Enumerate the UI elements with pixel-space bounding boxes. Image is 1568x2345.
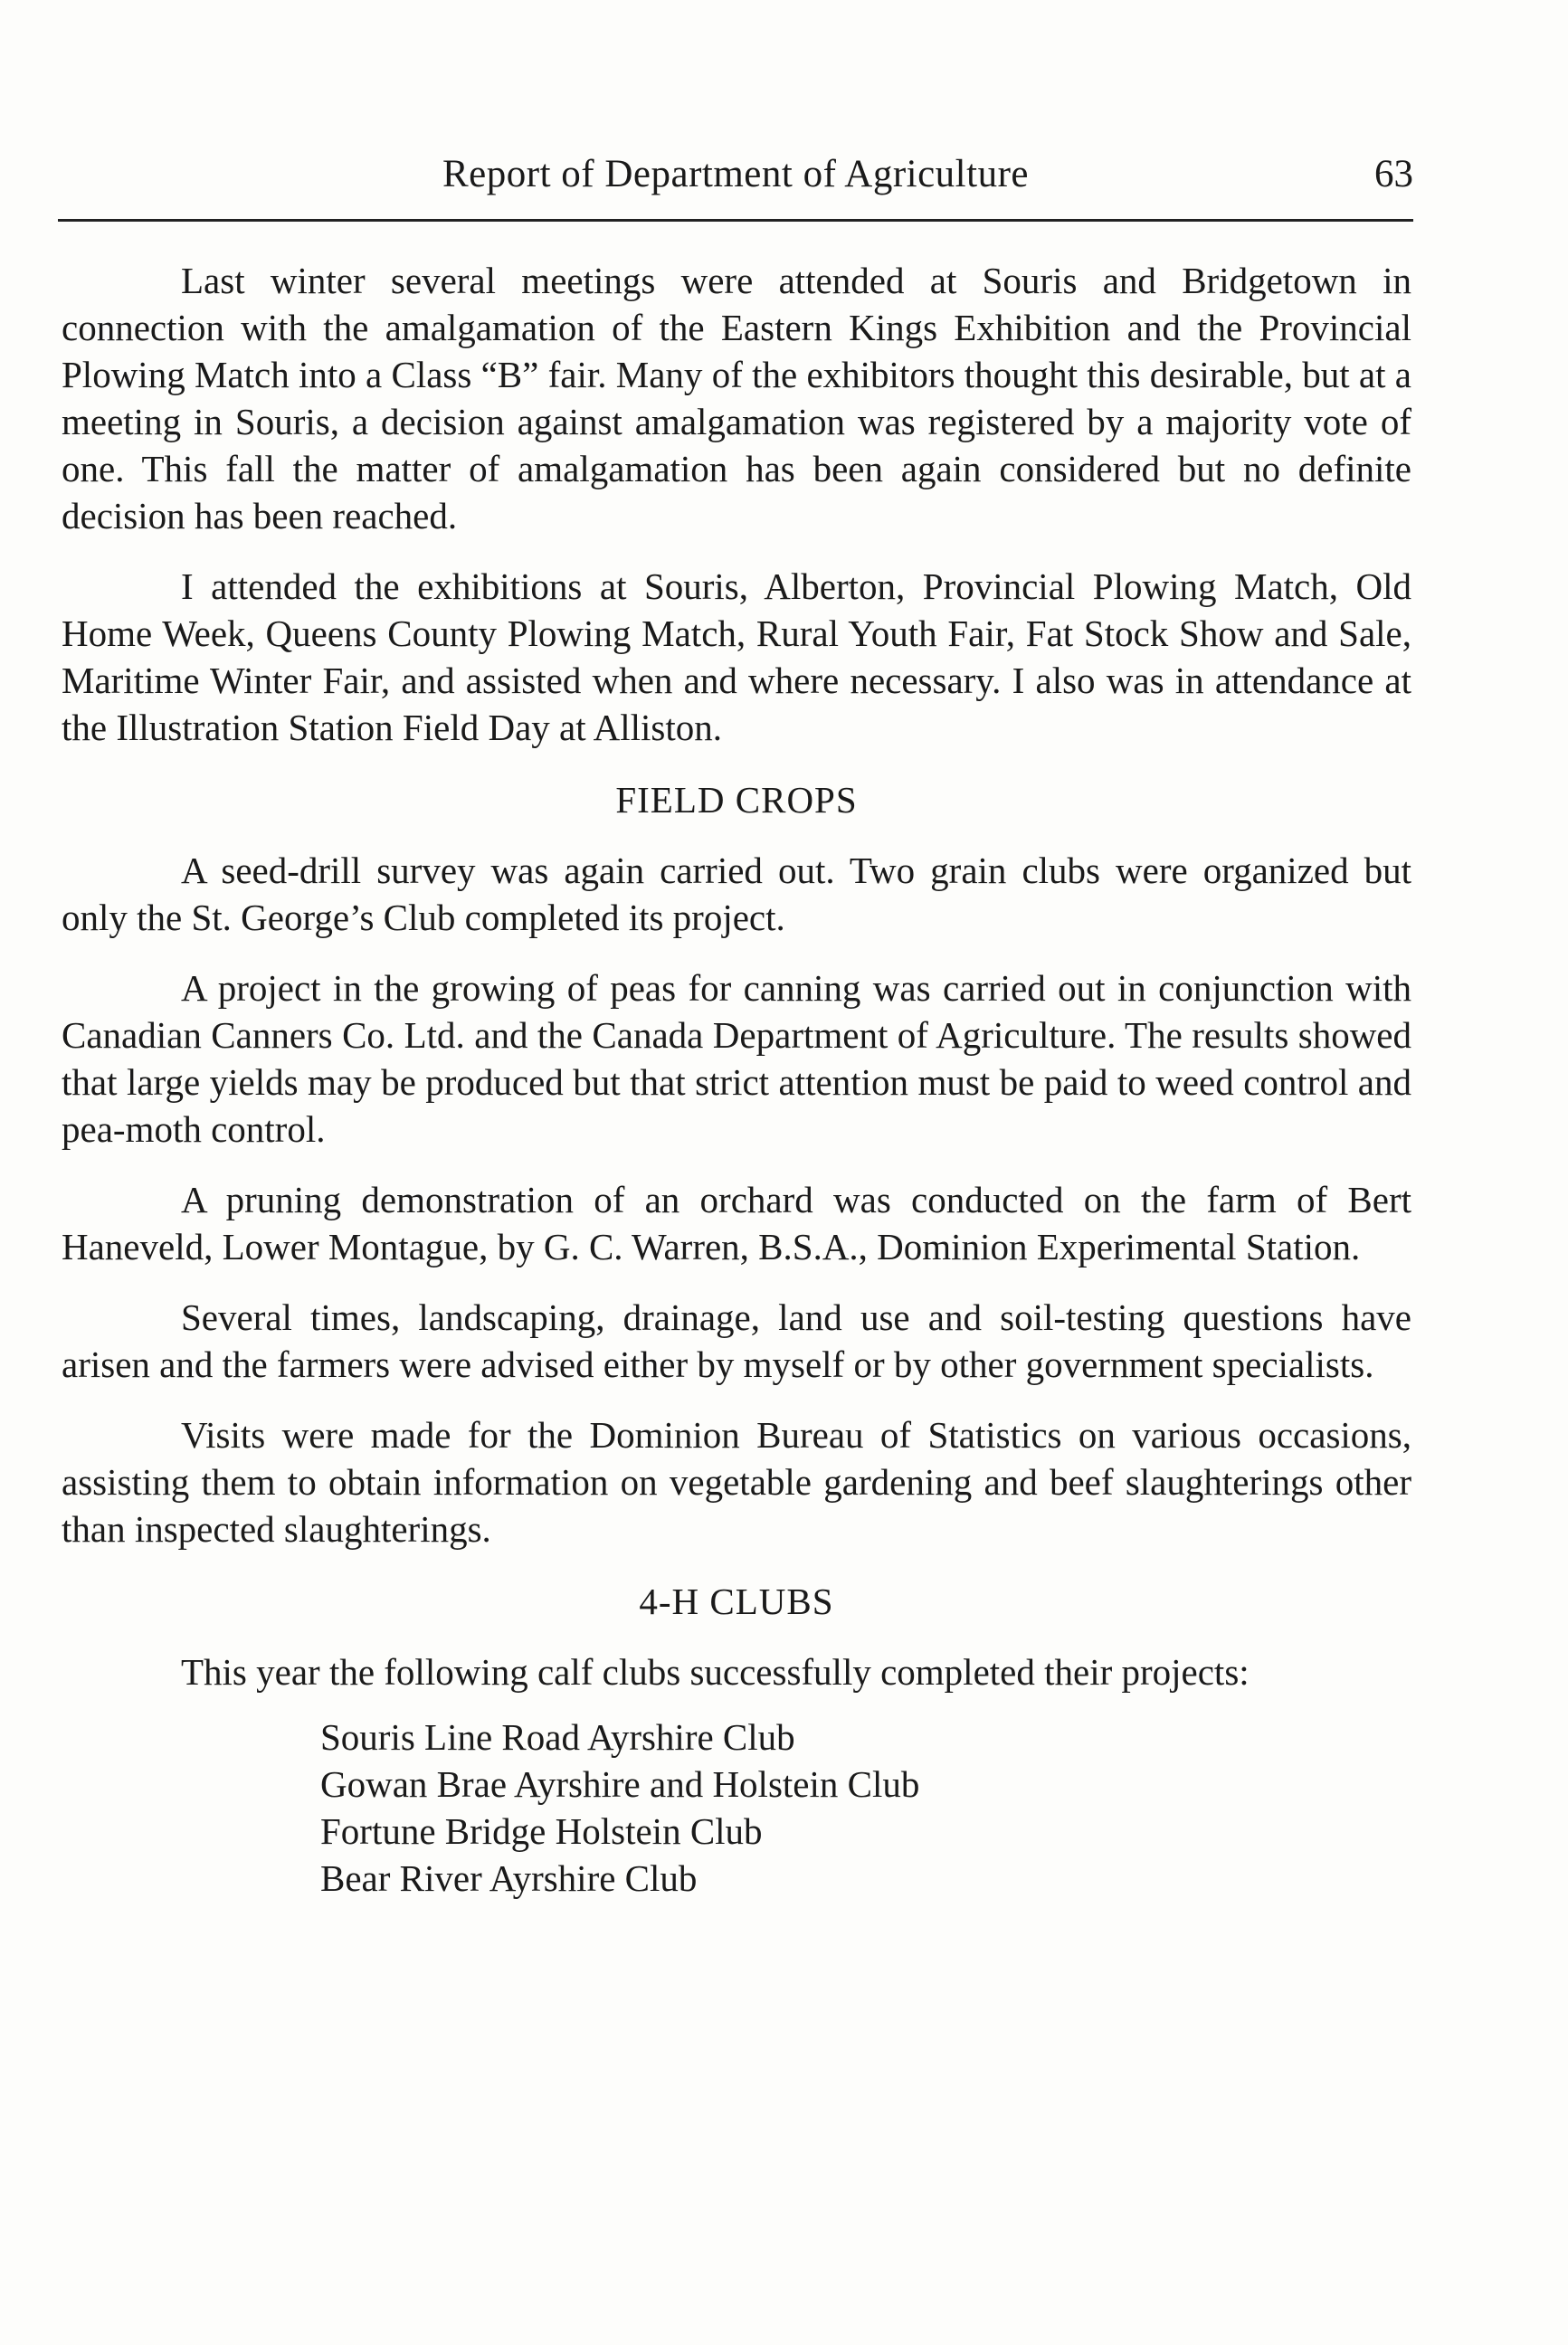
- header-rule: [58, 219, 1413, 222]
- list-item: Souris Line Road Ayrshire Club: [320, 1716, 795, 1758]
- list-item: Gowan Brae Ayrshire and Holstein Club: [320, 1763, 920, 1805]
- paragraph-amalgamation: Last winter several meetings were attended at Souris and Bridgetown in connection with the amalgamation of the Eastern Kings Exhibition and the Provincial Plowing Match into a Class “B” fair. Many of the exhibitors thought this desirable, but at a meeting in Souris, a decision against amalgamation was registered by a majority vote of one. This fall the matter of amalgamation has been again considered but no definite decision has been reached.: [62, 260, 1411, 536]
- paragraph-bureau-of-statistics: Visits were made for the Dominion Bureau of Statistics on various occasions, assisting them to obtain information on vegetable gardening and beef slaughterings other than inspected slaughterings.: [62, 1414, 1411, 1550]
- body-text: [62, 257, 1411, 1902]
- list-item: Bear River Ayrshire Club: [320, 1857, 698, 1899]
- paragraph-seed-drill-survey: A seed-drill survey was again carried out. Two grain clubs were organized but only the St. George’s Club completed its project.: [62, 850, 1411, 938]
- list-item: Fortune Bridge Holstein Club: [320, 1810, 763, 1852]
- paragraph-landscaping-questions: Several times, landscaping, drainage, land use and soil-testing questions have arisen and the farmers were advised either by myself or by other government specialists.: [62, 1296, 1411, 1385]
- paragraph-pruning-demonstration: A pruning demonstration of an orchard was conducted on the farm of Bert Haneveld, Lower Montague, by G. C. Warren, B.S.A., Dominion Experimental Station.: [62, 1179, 1411, 1267]
- paragraph-peas-project: A project in the growing of peas for canning was carried out in conjunction with Canadian Canners Co. Ltd. and the Canada Department of Agriculture. The results showed that large yields may be produced but that strict attention must be paid to weed control and pea-moth control.: [62, 967, 1411, 1150]
- section-heading-4h-clubs: 4-H CLUBS: [639, 1581, 834, 1622]
- running-header: [58, 152, 1413, 214]
- page-number: 63: [1374, 153, 1413, 195]
- section-heading-field-crops: FIELD CROPS: [615, 779, 858, 821]
- header-title: Report of Department of Agriculture: [442, 153, 1029, 195]
- paragraph-exhibitions: I attended the exhibitions at Souris, Alberton, Provincial Plowing Match, Old Home Week, Queens County Plowing Match, Rural Youth Fair, Fat Stock Show and Sale, Maritime Winter Fair, and assisted when and where necessary. I also was in attendance at the Illustration Station Field Day at Alliston.: [62, 565, 1411, 748]
- club-list: [320, 1714, 1411, 1902]
- paragraph-calf-clubs-intro: This year the following calf clubs successfully completed their projects:: [181, 1651, 1250, 1693]
